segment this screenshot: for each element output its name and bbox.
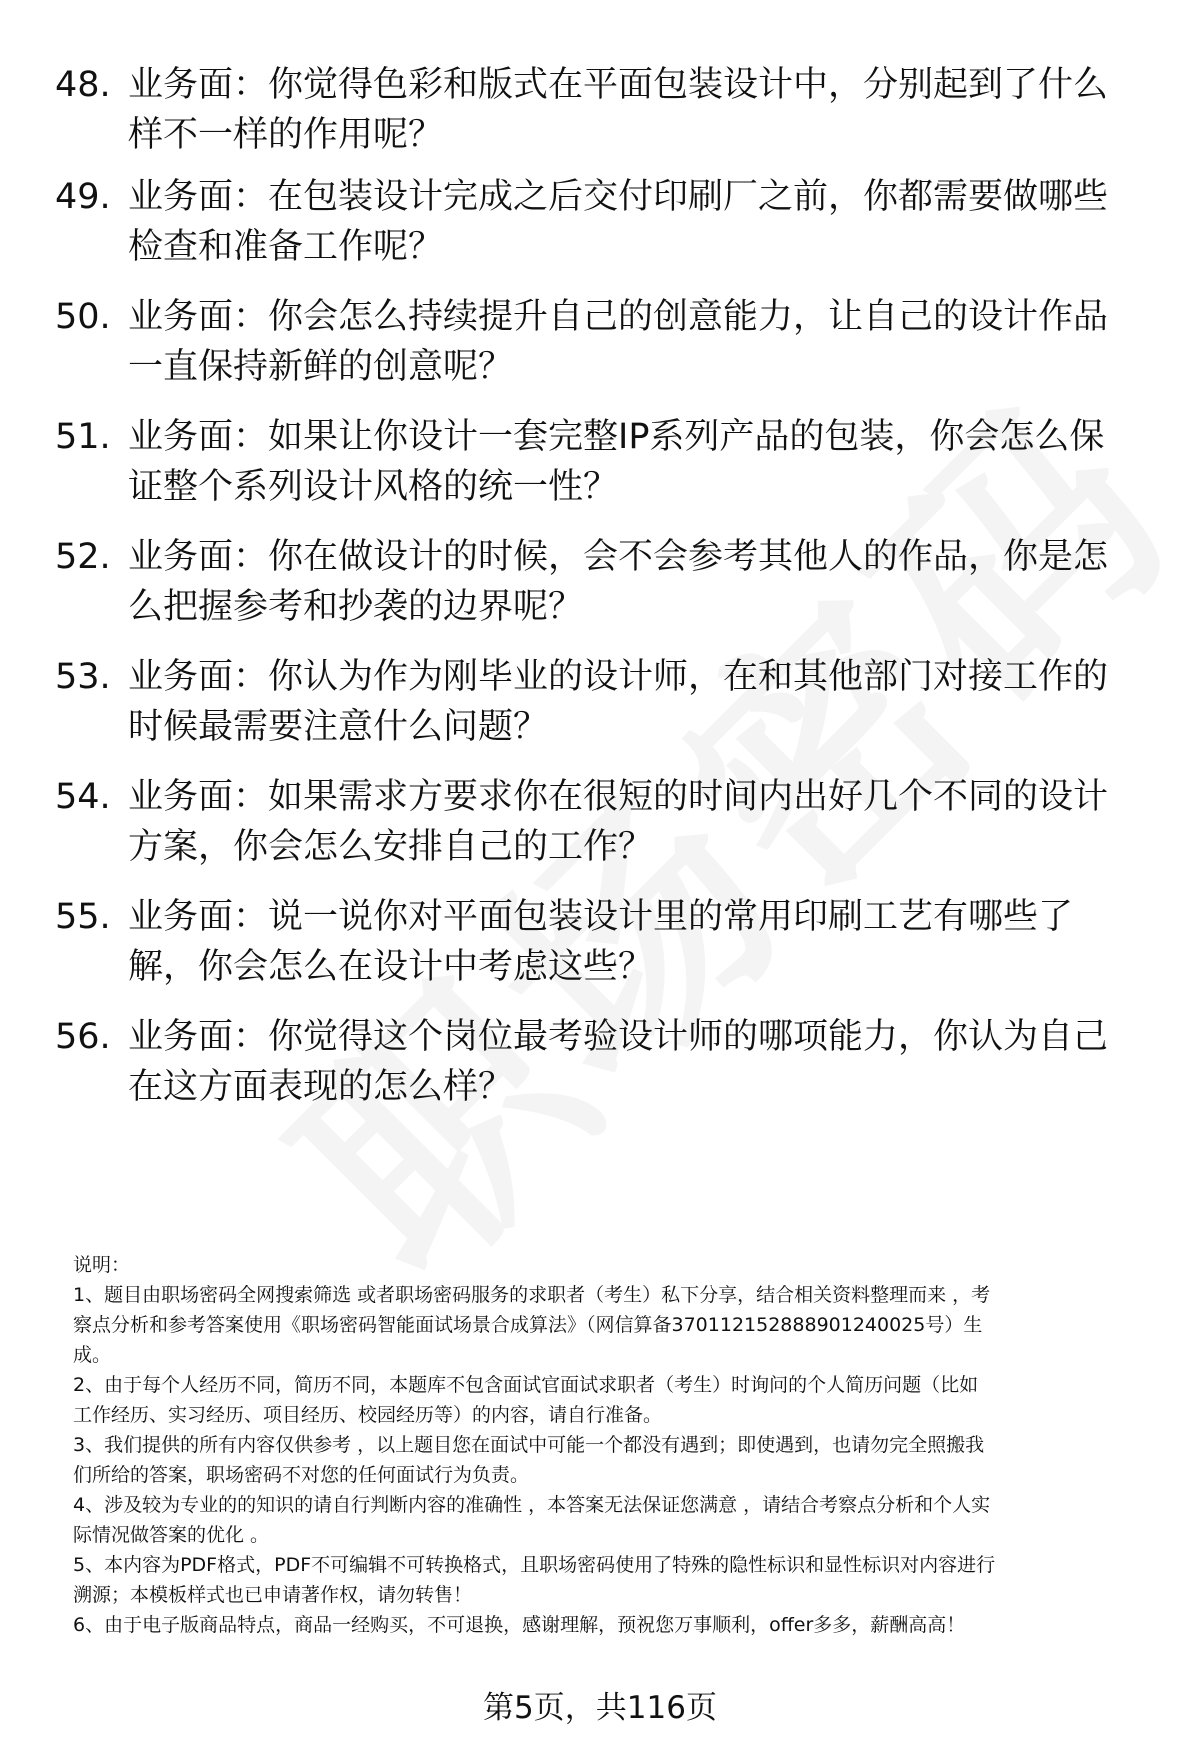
question-item <box>55 772 1155 872</box>
question-text-line2: 么把握参考和抄袭的边界呢？ <box>128 587 584 627</box>
question-number: 55. <box>55 897 111 937</box>
question-number: 50. <box>55 297 111 337</box>
question-number: 51. <box>55 417 111 457</box>
note-line: 1、题目由职场密码全网搜索筛选 或者职场密码服务的求职者（考生）私下分享，结合相关资料整理而来 ，考 <box>73 1284 991 1306</box>
question-item <box>55 412 1155 512</box>
question-text-line2: 一直保持新鲜的创意呢？ <box>128 347 514 387</box>
question-text-line2: 时候最需要注意什么问题？ <box>128 707 549 747</box>
question-text-line2: 样不一样的作用呢？ <box>128 115 444 155</box>
question-text-line1: 业务面：你觉得这个岗位最考验设计师的哪项能力，你认为自己 <box>128 1017 1109 1057</box>
question-text-line1: 业务面：你认为作为刚毕业的设计师，在和其他部门对接工作的 <box>128 657 1109 697</box>
note-line: 5、本内容为PDF格式，PDF不可编辑不可转换格式，且职场密码使用了特殊的隐性标识和显性标识对内容进行 <box>73 1554 996 1576</box>
question-text-line1: 业务面：说一说你对平面包装设计里的常用印刷工艺有哪些了 <box>128 897 1074 937</box>
question-text-line1: 业务面：如果需求方要求你在很短的时间内出好几个不同的设计 <box>128 777 1109 817</box>
question-number: 49. <box>55 177 111 217</box>
question-item <box>55 652 1155 752</box>
question-item <box>55 60 1155 160</box>
question-text-line1: 业务面：你在做设计的时候，会不会参考其他人的作品，你是怎 <box>128 537 1109 577</box>
note-line: 6、由于电子版商品特点，商品一经购买，不可退换，感谢理解，预祝您万事顺利，offer多多，薪酬高高！ <box>73 1614 966 1636</box>
note-line: 2、由于每个人经历不同，简历不同，本题库不包含面试官面试求职者（考生）时询问的个人简历问题（比如 <box>73 1374 979 1396</box>
question-text-line1: 业务面：你会怎么持续提升自己的创意能力，让自己的设计作品 <box>128 297 1109 337</box>
question-text-line2: 方案，你会怎么安排自己的工作？ <box>128 827 654 867</box>
question-number: 53. <box>55 657 111 697</box>
question-item <box>55 1012 1155 1112</box>
question-item <box>55 172 1155 272</box>
question-text-line2: 在这方面表现的怎么样？ <box>128 1067 514 1107</box>
question-text-line1: 业务面：你觉得色彩和版式在平面包装设计中，分别起到了什么 <box>128 65 1109 105</box>
question-item <box>55 892 1155 992</box>
question-text-line2: 证整个系列设计风格的统一性？ <box>128 467 619 507</box>
question-text-line1: 业务面：如果让你设计一套完整IP系列产品的包装，你会怎么保 <box>128 417 1105 457</box>
note-line: 际情况做答案的优化 。 <box>73 1524 270 1546</box>
question-number: 48. <box>55 65 111 105</box>
notes-title: 说明： <box>73 1254 131 1276</box>
note-line: 溯源；本模板样式也已申请著作权，请勿转售！ <box>73 1584 473 1606</box>
question-number: 52. <box>55 537 111 577</box>
note-line: 工作经历、实习经历、项目经历、校园经历等）的内容，请自行准备。 <box>73 1404 663 1426</box>
note-line: 察点分析和参考答案使用《职场密码智能面试场景合成算法》（网信算备37011215288890124002​5号）生 <box>73 1314 983 1336</box>
question-item <box>55 292 1155 392</box>
note-line: 们所给的答案，职场密码不对您的任何面试行为负责。 <box>73 1464 530 1486</box>
question-text-line2: 解，你会怎么在设计中考虑这些？ <box>128 947 654 987</box>
question-number: 56. <box>55 1017 111 1057</box>
question-text-line1: 业务面：在包装设计完成之后交付印刷厂之前，你都需要做哪些 <box>128 177 1109 217</box>
question-number: 54. <box>55 777 111 817</box>
note-line: 成。 <box>73 1344 112 1366</box>
note-line: 3、我们提供的所有内容仅供参考 ，以上题目您在面试中可能一个都没有遇到；即使遇到，也请勿完全照搬我 <box>73 1434 985 1456</box>
note-line: 4、涉及较为专业的的知识的请自行判断内容的准确性 ，本答案无法保证您满意 ，请结合考察点分析和个人实 <box>73 1494 991 1516</box>
question-text-line2: 检查和准备工作呢？ <box>128 227 444 267</box>
question-item <box>55 532 1155 632</box>
page-number-footer: 第5页，共116页 <box>483 1690 717 1726</box>
